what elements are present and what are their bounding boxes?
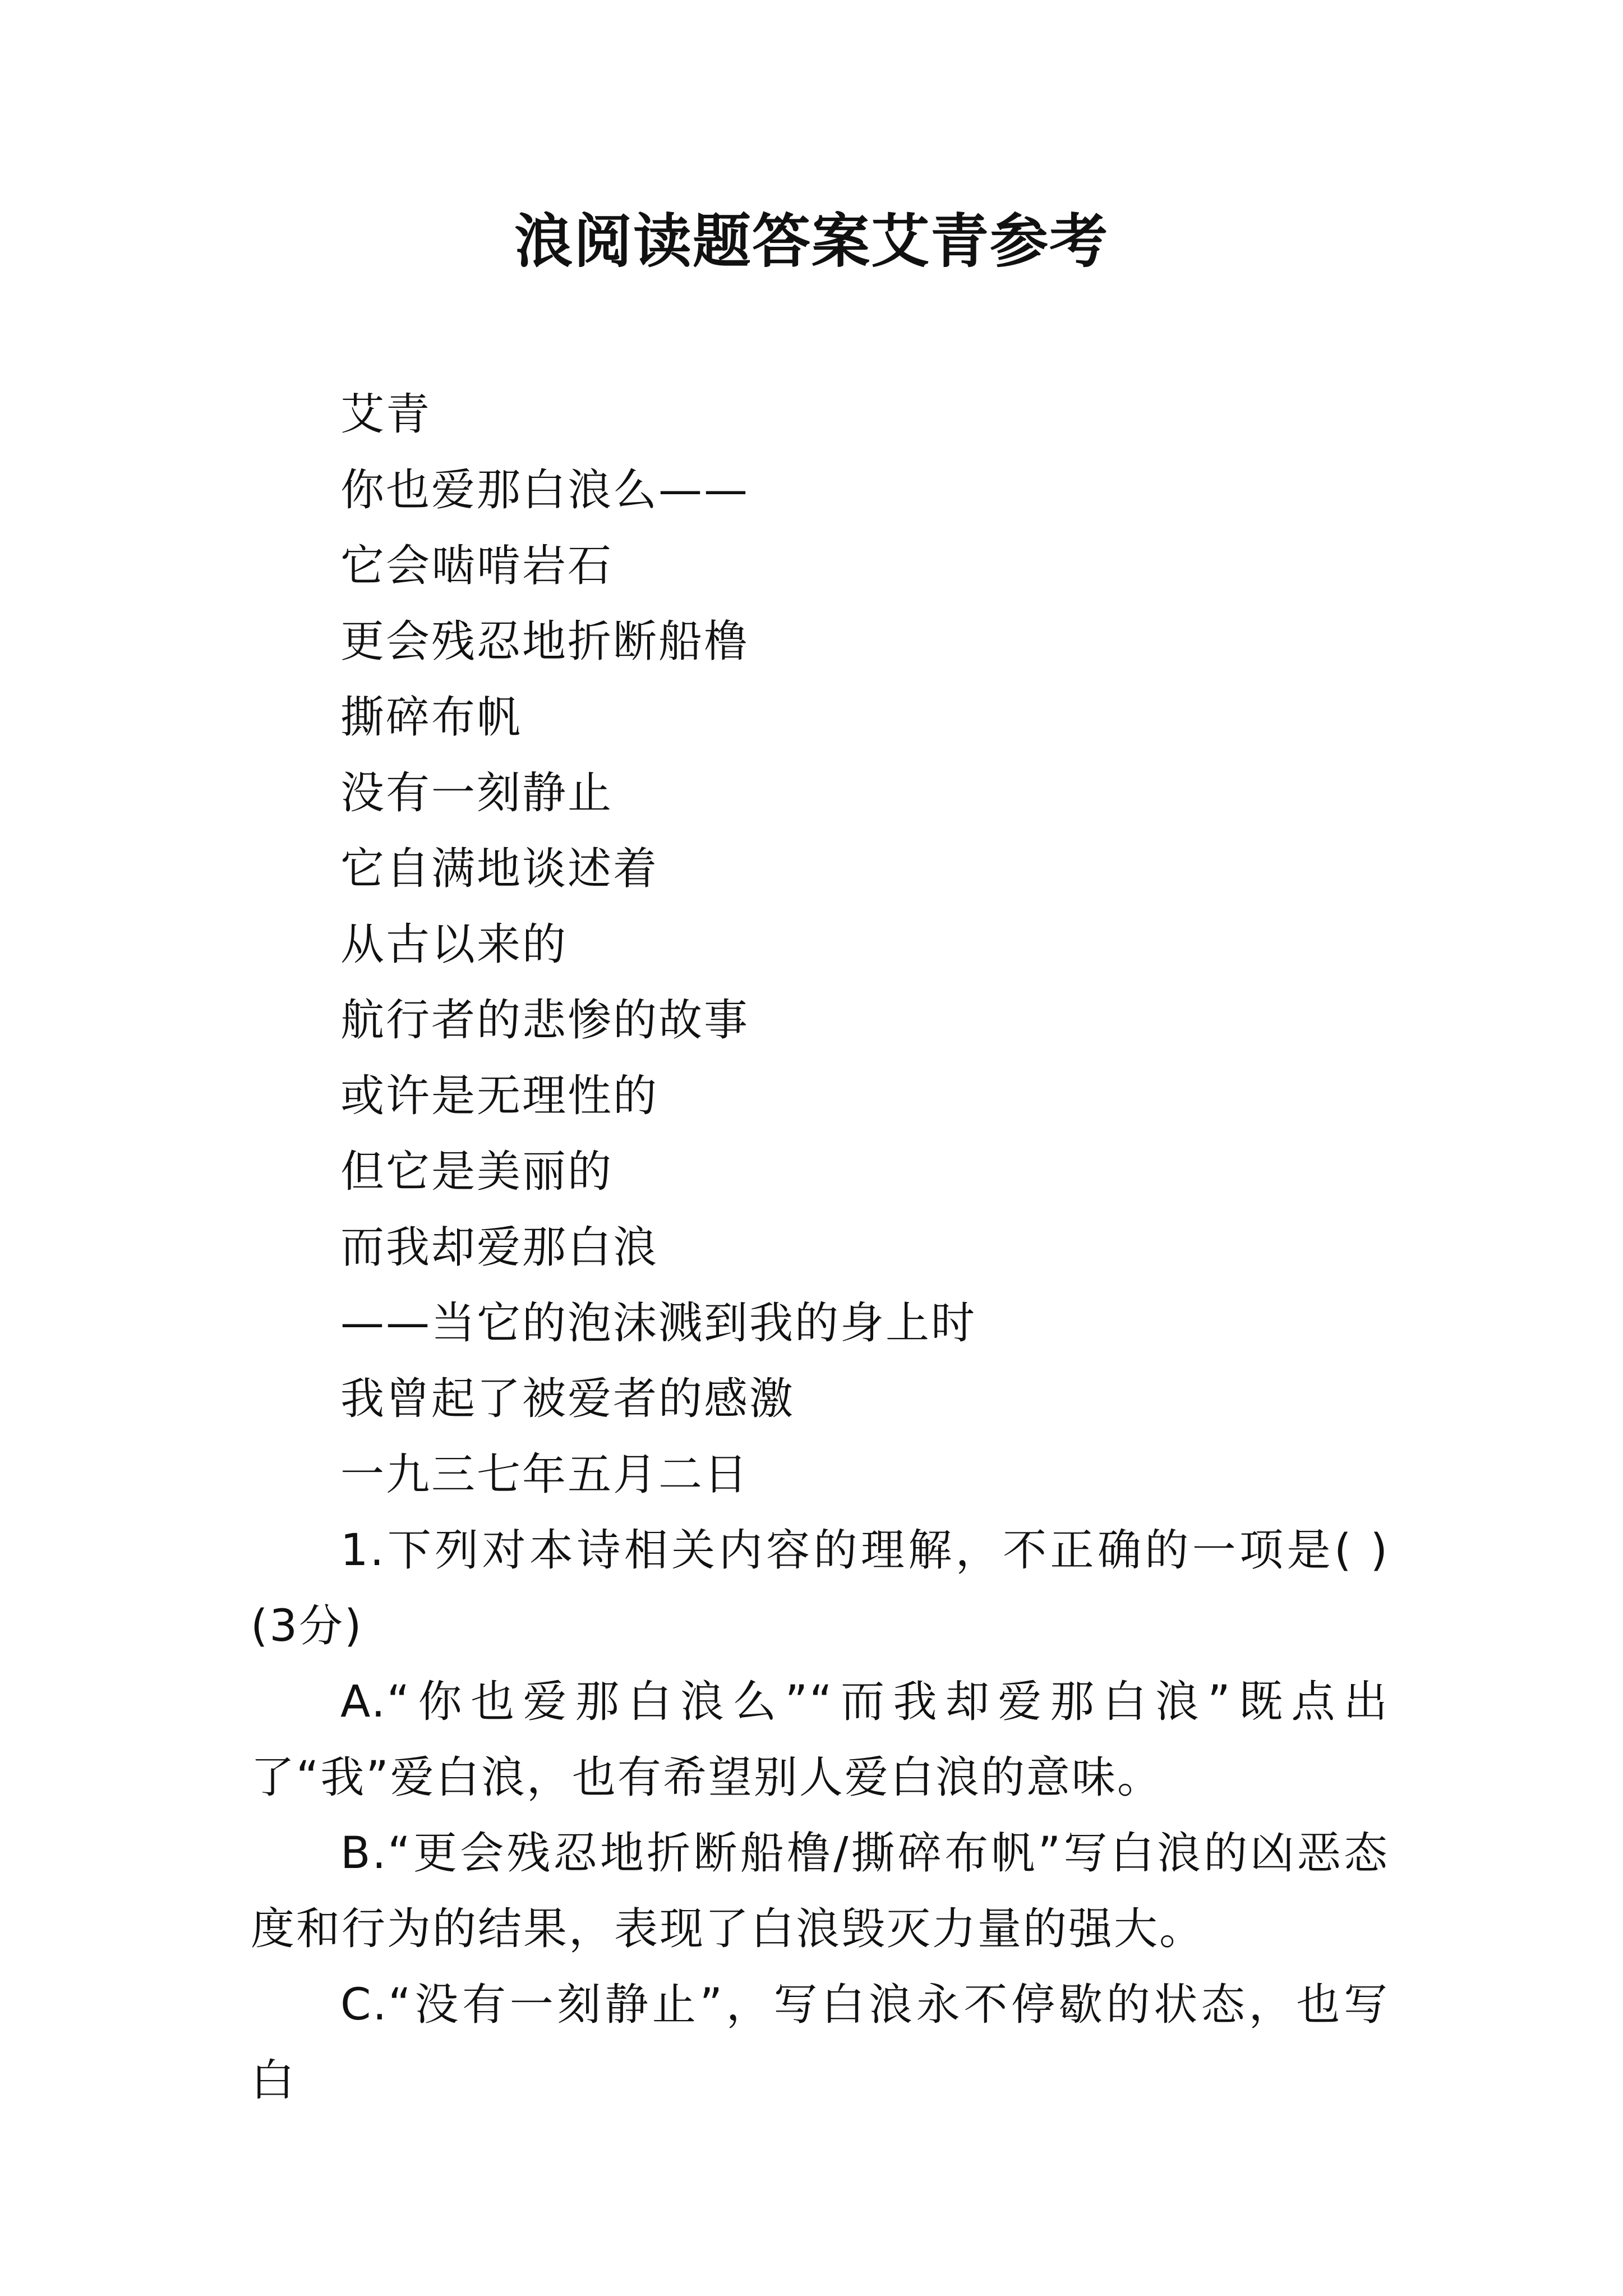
poem-line: 它会啮啃岩石 bbox=[340, 541, 614, 591]
poem-line: 没有一刻静止 bbox=[340, 768, 614, 818]
page-title: 浪阅读题答案艾青参考 bbox=[514, 206, 1109, 275]
document-body bbox=[251, 377, 1389, 2119]
poem-line: 更会残忍地折断船橹 bbox=[340, 616, 750, 667]
option-c: C.“没有一刻静止”，写白浪永不停歇的状态，也写白 bbox=[251, 1980, 1389, 2106]
poem-line: 艾青 bbox=[340, 389, 432, 440]
poem-line: ——当它的泡沫溅到我的身上时 bbox=[340, 1298, 977, 1349]
poem-line: 但它是美丽的 bbox=[340, 1147, 614, 1197]
poem-line: 而我却爱那白浪 bbox=[340, 1222, 659, 1273]
poem-line: 或许是无理性的 bbox=[340, 1071, 659, 1121]
poem-line: 它自满地谈述着 bbox=[340, 844, 659, 894]
poem-line: 一九三七年五月二日 bbox=[340, 1450, 750, 1500]
poem-line: 从古以来的 bbox=[340, 919, 568, 970]
option-a: A.“你也爱那白浪么”“而我却爱那白浪”既点出了“我”爱白浪，也有希望别人爱白浪的意味。 bbox=[251, 1677, 1389, 1803]
poem-line: 撕碎布帆 bbox=[340, 692, 523, 743]
poem-line: 我曾起了被爱者的感激 bbox=[340, 1374, 795, 1424]
poem-line: 你也爱那白浪么—— bbox=[340, 465, 750, 516]
option-b: B.“更会残忍地折断船橹/撕碎布帆”写白浪的凶恶态度和行为的结果，表现了白浪毁灭力量的强大。 bbox=[251, 1828, 1389, 1954]
poem-line: 航行者的悲惨的故事 bbox=[340, 995, 750, 1046]
question-stem: 1.下列对本诗相关内容的理解，不正确的一项是( )(3分) bbox=[251, 1525, 1389, 1651]
